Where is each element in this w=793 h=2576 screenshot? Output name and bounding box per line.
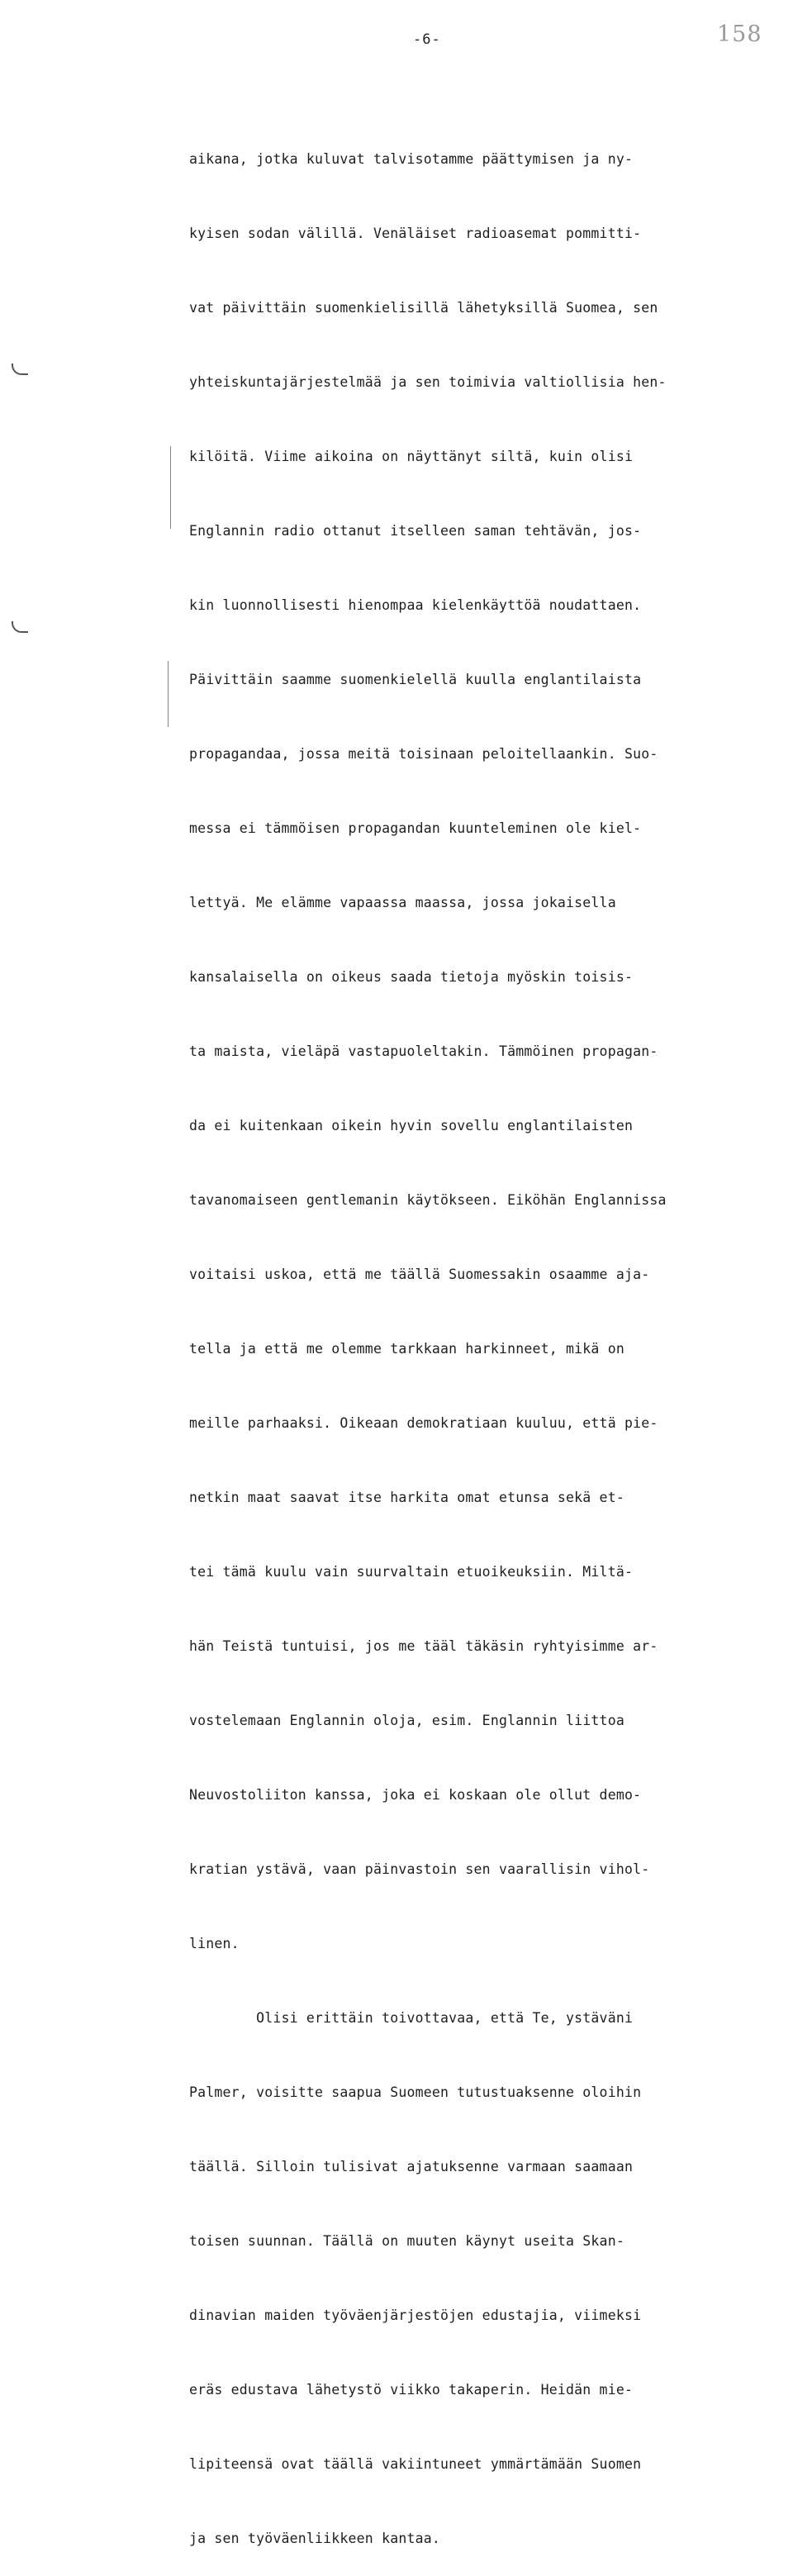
text-line: propagandaa, jossa meitä toisinaan peloitellaankin. Suo- xyxy=(189,746,658,762)
text-line: Olisi erittäin toivottavaa, että Te, ystäväni xyxy=(189,2010,634,2026)
text-line: kin luonnollisesti hienompaa kielenkäyttöä noudattaen. xyxy=(189,597,642,613)
text-line: Neuvostoliiton kanssa, joka ei koskaan ole ollut demo- xyxy=(189,1787,642,1803)
text-line: dinavian maiden työväenjärjestöjen edustajia, viimeksi xyxy=(189,2307,642,2323)
page-number: -6- xyxy=(413,31,441,48)
text-line: kilöitä. Viime aikoina on näyttänyt siltä, kuin olisi xyxy=(189,449,634,464)
text-line: netkin maat saavat itse harkita omat etunsa sekä et- xyxy=(189,1490,624,1505)
margin-mark xyxy=(168,661,169,727)
text-line: Englannin radio ottanut itselleen saman tehtävän, jos- xyxy=(189,523,642,539)
text-line: yhteiskuntajärjestelmää ja sen toimivia valtiollisia hen- xyxy=(189,374,667,390)
text-line: vostelemaan Englannin oloja, esim. Englannin liittoa xyxy=(189,1713,624,1728)
text-line: täällä. Silloin tulisivat ajatuksenne varmaan saamaan xyxy=(189,2159,634,2174)
text-line: kansalaisella on oikeus saada tietoja myöskin toisis- xyxy=(189,969,634,985)
letter-body xyxy=(189,97,767,2576)
text-line: meille parhaaksi. Oikeaan demokratiaan kuuluu, että pie- xyxy=(189,1415,658,1431)
hole-punch-mark xyxy=(12,621,28,633)
text-line: Palmer, voisitte saapua Suomeen tutustuaksenne oloihin xyxy=(189,2084,642,2100)
text-line: linen. xyxy=(189,1936,240,1951)
text-line: vat päivittäin suomenkielisillä lähetyksillä Suomea, sen xyxy=(189,300,658,316)
text-line: lipiteensä ovat täällä vakiintuneet ymmärtämään Suomen xyxy=(189,2456,642,2472)
text-line: ja sen työväenliikkeen kantaa. xyxy=(189,2531,441,2546)
text-line: tei tämä kuulu vain suurvaltain etuoikeuksiin. Miltä- xyxy=(189,1564,634,1580)
text-line: kyisen sodan välillä. Venäläiset radioasemat pommitti- xyxy=(189,226,642,241)
text-line: messa ei tämmöisen propagandan kuunteleminen ole kiel- xyxy=(189,820,642,836)
text-line: hän Teistä tuntuisi, jos me tääl täkäsin ryhtyisimme ar- xyxy=(189,1638,658,1654)
archive-number: 158 xyxy=(717,21,762,47)
text-line: voitaisi uskoa, että me täällä Suomessakin osaamme aja- xyxy=(189,1267,650,1282)
hole-punch-mark xyxy=(12,364,28,375)
text-line: tavanomaiseen gentlemanin käytökseen. Eiköhän Englannissa xyxy=(189,1192,667,1208)
text-line: tella ja että me olemme tarkkaan harkinneet, mikä on xyxy=(189,1341,624,1357)
text-line: ta maista, vieläpä vastapuoleltakin. Tämmöinen propagan- xyxy=(189,1043,658,1059)
text-line: Päivittäin saamme suomenkielellä kuulla englantilaista xyxy=(189,672,642,687)
text-line: toisen suunnan. Täällä on muuten käynyt useita Skan- xyxy=(189,2233,624,2249)
margin-mark xyxy=(170,446,171,529)
text-line: da ei kuitenkaan oikein hyvin sovellu englantilaisten xyxy=(189,1118,634,1134)
text-line: aikana, jotka kuluvat talvisotamme päättymisen ja ny- xyxy=(189,151,634,167)
text-line: eräs edustava lähetystö viikko takaperin. Heidän mie- xyxy=(189,2382,634,2398)
text-line: kratian ystävä, vaan päinvastoin sen vaarallisin vihol- xyxy=(189,1861,650,1877)
text-line: lettyä. Me elämme vapaassa maassa, jossa jokaisella xyxy=(189,895,616,910)
